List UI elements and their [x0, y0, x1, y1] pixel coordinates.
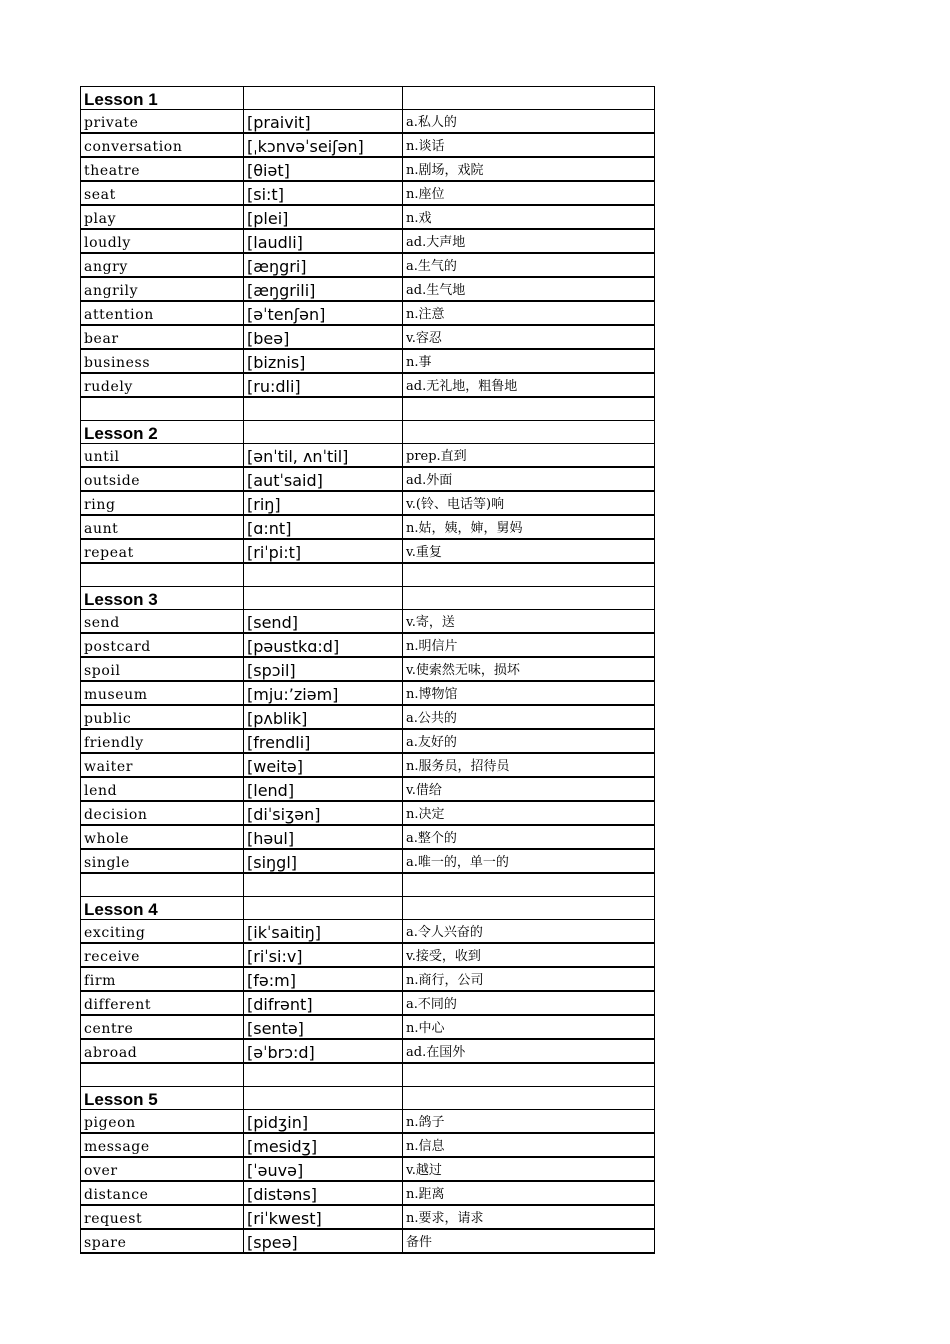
word-cell: different — [81, 991, 244, 1015]
vocabulary-sheet — [80, 86, 655, 1254]
table-row — [81, 705, 655, 729]
lesson-title: Lesson 3 — [81, 587, 244, 610]
word-cell: conversation — [81, 133, 244, 157]
phonetic-cell: [æŋgrili] — [244, 277, 403, 301]
table-row — [81, 991, 655, 1015]
word-cell: postcard — [81, 633, 244, 657]
table-row — [81, 777, 655, 801]
lesson-title: Lesson 5 — [81, 1087, 244, 1110]
table-row — [81, 349, 655, 373]
lesson-title: Lesson 1 — [81, 87, 244, 110]
meaning-cell: a.私人的 — [403, 110, 655, 134]
meaning-cell: a.唯一的，单一的 — [403, 849, 655, 873]
table-row — [81, 849, 655, 873]
phonetic-cell: [si:t] — [244, 181, 403, 205]
word-cell: whole — [81, 825, 244, 849]
table-row — [81, 943, 655, 967]
word-cell: ring — [81, 491, 244, 515]
phonetic-cell: [əˈtenʃən] — [244, 301, 403, 325]
word-cell: spare — [81, 1229, 244, 1253]
meaning-cell: n.谈话 — [403, 133, 655, 157]
empty-cell — [81, 873, 244, 897]
word-cell: request — [81, 1205, 244, 1229]
table-row — [81, 633, 655, 657]
meaning-cell: n.剧场，戏院 — [403, 157, 655, 181]
meaning-cell: ad.在国外 — [403, 1039, 655, 1063]
word-cell: theatre — [81, 157, 244, 181]
empty-cell — [403, 1063, 655, 1087]
word-cell: over — [81, 1157, 244, 1181]
phonetic-cell: [mju:’ziəm] — [244, 681, 403, 705]
table-row — [81, 157, 655, 181]
empty-cell — [244, 421, 403, 444]
phonetic-cell: [əˈbrɔ:d] — [244, 1039, 403, 1063]
lesson-header-row — [81, 897, 655, 920]
meaning-cell: a.整个的 — [403, 825, 655, 849]
phonetic-cell: [siŋgl] — [244, 849, 403, 873]
lesson-header-row — [81, 587, 655, 610]
table-row — [81, 1229, 655, 1253]
phonetic-cell: [weitə] — [244, 753, 403, 777]
meaning-cell: n.明信片 — [403, 633, 655, 657]
empty-cell — [244, 873, 403, 897]
empty-cell — [403, 563, 655, 587]
table-row — [81, 1015, 655, 1039]
word-cell: lend — [81, 777, 244, 801]
phonetic-cell: [ˈəuvə] — [244, 1157, 403, 1181]
word-cell: play — [81, 205, 244, 229]
table-row — [81, 444, 655, 468]
meaning-cell: n.信息 — [403, 1133, 655, 1157]
meaning-cell: 备件 — [403, 1229, 655, 1253]
table-row — [81, 515, 655, 539]
word-cell: aunt — [81, 515, 244, 539]
meaning-cell: v.借给 — [403, 777, 655, 801]
empty-cell — [244, 897, 403, 920]
meaning-cell: ad.生气地 — [403, 277, 655, 301]
spacer-row — [81, 1063, 655, 1087]
phonetic-cell: [ənˈtil, ʌnˈtil] — [244, 444, 403, 468]
meaning-cell: v.接受，收到 — [403, 943, 655, 967]
meaning-cell: a.不同的 — [403, 991, 655, 1015]
table-row — [81, 277, 655, 301]
word-cell: spoil — [81, 657, 244, 681]
phonetic-cell: [distəns] — [244, 1181, 403, 1205]
meaning-cell: n.事 — [403, 349, 655, 373]
word-cell: distance — [81, 1181, 244, 1205]
meaning-cell: n.姑，姨，婶，舅妈 — [403, 515, 655, 539]
table-row — [81, 301, 655, 325]
phonetic-cell: [biznis] — [244, 349, 403, 373]
meaning-cell: prep.直到 — [403, 444, 655, 468]
phonetic-cell: [difrənt] — [244, 991, 403, 1015]
meaning-cell: n.商行，公司 — [403, 967, 655, 991]
word-cell: send — [81, 610, 244, 634]
meaning-cell: n.服务员，招待员 — [403, 753, 655, 777]
table-row — [81, 1133, 655, 1157]
word-cell: repeat — [81, 539, 244, 563]
meaning-cell: n.博物馆 — [403, 681, 655, 705]
word-cell: public — [81, 705, 244, 729]
phonetic-cell: [pəustkɑ:d] — [244, 633, 403, 657]
phonetic-cell: [sentə] — [244, 1015, 403, 1039]
table-row — [81, 1039, 655, 1063]
phonetic-cell: [laudli] — [244, 229, 403, 253]
empty-cell — [403, 397, 655, 421]
meaning-cell: n.戏 — [403, 205, 655, 229]
empty-cell — [403, 421, 655, 444]
phonetic-cell: [həul] — [244, 825, 403, 849]
word-cell: friendly — [81, 729, 244, 753]
table-row — [81, 1205, 655, 1229]
phonetic-cell: [speə] — [244, 1229, 403, 1253]
table-row — [81, 657, 655, 681]
empty-cell — [81, 1063, 244, 1087]
table-row — [81, 205, 655, 229]
meaning-cell: v.寄，送 — [403, 610, 655, 634]
table-row — [81, 1181, 655, 1205]
word-cell: decision — [81, 801, 244, 825]
empty-cell — [81, 563, 244, 587]
meaning-cell: a.友好的 — [403, 729, 655, 753]
word-cell: single — [81, 849, 244, 873]
phonetic-cell: [ˌkɔnvəˈseiʃən] — [244, 133, 403, 157]
table-row — [81, 610, 655, 634]
table-row — [81, 825, 655, 849]
word-cell: abroad — [81, 1039, 244, 1063]
word-cell: exciting — [81, 920, 244, 944]
phonetic-cell: [praivit] — [244, 110, 403, 134]
spacer-row — [81, 563, 655, 587]
table-row — [81, 325, 655, 349]
meaning-cell: a.公共的 — [403, 705, 655, 729]
word-cell: business — [81, 349, 244, 373]
meaning-cell: ad.无礼地，粗鲁地 — [403, 373, 655, 397]
table-row — [81, 1157, 655, 1181]
phonetic-cell: [send] — [244, 610, 403, 634]
word-cell: loudly — [81, 229, 244, 253]
word-cell: angrily — [81, 277, 244, 301]
meaning-cell: v.使索然无味，损坏 — [403, 657, 655, 681]
word-cell: angry — [81, 253, 244, 277]
phonetic-cell: [pidʒin] — [244, 1110, 403, 1134]
empty-cell — [244, 587, 403, 610]
phonetic-cell: [autˈsaid] — [244, 467, 403, 491]
meaning-cell: v.重复 — [403, 539, 655, 563]
word-cell: receive — [81, 943, 244, 967]
table-row — [81, 110, 655, 134]
word-cell: seat — [81, 181, 244, 205]
meaning-cell: ad.大声地 — [403, 229, 655, 253]
phonetic-cell: [diˈsiʒən] — [244, 801, 403, 825]
meaning-cell: n.要求，请求 — [403, 1205, 655, 1229]
meaning-cell: v.容忍 — [403, 325, 655, 349]
word-cell: centre — [81, 1015, 244, 1039]
phonetic-cell: [frendli] — [244, 729, 403, 753]
word-cell: firm — [81, 967, 244, 991]
table-row — [81, 681, 655, 705]
meaning-cell: a.生气的 — [403, 253, 655, 277]
lesson-title: Lesson 2 — [81, 421, 244, 444]
phonetic-cell: [fə:m] — [244, 967, 403, 991]
meaning-cell: n.决定 — [403, 801, 655, 825]
word-cell: outside — [81, 467, 244, 491]
empty-cell — [244, 1063, 403, 1087]
meaning-cell: n.距离 — [403, 1181, 655, 1205]
phonetic-cell: [æŋgri] — [244, 253, 403, 277]
table-row — [81, 729, 655, 753]
empty-cell — [403, 897, 655, 920]
empty-cell — [244, 563, 403, 587]
phonetic-cell: [beə] — [244, 325, 403, 349]
word-cell: message — [81, 1133, 244, 1157]
table-row — [81, 467, 655, 491]
phonetic-cell: [mesidʒ] — [244, 1133, 403, 1157]
table-row — [81, 753, 655, 777]
table-row — [81, 539, 655, 563]
table-row — [81, 1110, 655, 1134]
phonetic-cell: [pʌblik] — [244, 705, 403, 729]
phonetic-cell: [riˈpi:t] — [244, 539, 403, 563]
phonetic-cell: [plei] — [244, 205, 403, 229]
empty-cell — [244, 87, 403, 110]
vocabulary-table-body — [81, 87, 655, 1254]
phonetic-cell: [ru:dli] — [244, 373, 403, 397]
table-row — [81, 133, 655, 157]
table-row — [81, 253, 655, 277]
empty-cell — [244, 397, 403, 421]
word-cell: waiter — [81, 753, 244, 777]
table-row — [81, 967, 655, 991]
phonetic-cell: [ikˈsaitiŋ] — [244, 920, 403, 944]
phonetic-cell: [riˈkwest] — [244, 1205, 403, 1229]
empty-cell — [403, 1087, 655, 1110]
lesson-title: Lesson 4 — [81, 897, 244, 920]
phonetic-cell: [riŋ] — [244, 491, 403, 515]
word-cell: rudely — [81, 373, 244, 397]
lesson-header-row — [81, 421, 655, 444]
table-row — [81, 491, 655, 515]
spacer-row — [81, 397, 655, 421]
phonetic-cell: [riˈsi:v] — [244, 943, 403, 967]
empty-cell — [403, 87, 655, 110]
table-row — [81, 229, 655, 253]
empty-cell — [403, 587, 655, 610]
empty-cell — [403, 873, 655, 897]
lesson-header-row — [81, 87, 655, 110]
meaning-cell: n.鸽子 — [403, 1110, 655, 1134]
table-row — [81, 181, 655, 205]
word-cell: until — [81, 444, 244, 468]
word-cell: bear — [81, 325, 244, 349]
lesson-header-row — [81, 1087, 655, 1110]
phonetic-cell: [ɑ:nt] — [244, 515, 403, 539]
phonetic-cell: [lend] — [244, 777, 403, 801]
word-cell: attention — [81, 301, 244, 325]
meaning-cell: n.中心 — [403, 1015, 655, 1039]
meaning-cell: v.(铃、电话等)响 — [403, 491, 655, 515]
meaning-cell: n.座位 — [403, 181, 655, 205]
meaning-cell: ad.外面 — [403, 467, 655, 491]
table-row — [81, 373, 655, 397]
empty-cell — [81, 397, 244, 421]
table-row — [81, 920, 655, 944]
meaning-cell: v.越过 — [403, 1157, 655, 1181]
phonetic-cell: [θiət] — [244, 157, 403, 181]
meaning-cell: a.令人兴奋的 — [403, 920, 655, 944]
word-cell: private — [81, 110, 244, 134]
empty-cell — [244, 1087, 403, 1110]
word-cell: pigeon — [81, 1110, 244, 1134]
meaning-cell: n.注意 — [403, 301, 655, 325]
word-cell: museum — [81, 681, 244, 705]
spacer-row — [81, 873, 655, 897]
phonetic-cell: [spɔil] — [244, 657, 403, 681]
table-row — [81, 801, 655, 825]
